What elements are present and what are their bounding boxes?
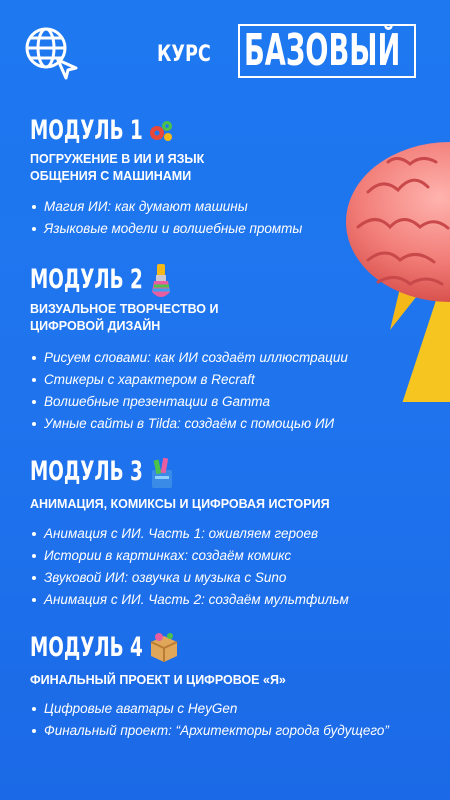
list-item: Рисуем словами: как ИИ создаёт иллюстрации — [30, 347, 348, 369]
module-4-title: МОДУЛЬ 4 — [30, 632, 143, 663]
course-label: КУРС — [157, 42, 211, 67]
module-3-subtitle: АНИМАЦИЯ, КОМИКСЫ И ЦИФРОВАЯ ИСТОРИЯ — [30, 497, 330, 511]
module-3-list — [30, 523, 349, 611]
list-item: Магия ИИ: как думают машины — [30, 196, 302, 218]
list-item: Умные сайты в Tilda: создаём с помощью ИИ — [30, 413, 348, 435]
list-item: Волшебные презентации в Gamma — [30, 391, 348, 413]
animation-tools-icon — [148, 456, 176, 490]
module-2-list — [30, 347, 348, 435]
list-item: Финальный проект: “Архитекторы города будущего” — [30, 720, 389, 742]
module-1-subtitle: ПОГРУЖЕНИЕ В ИИ И ЯЗЫК ОБЩЕНИЯ С МАШИНАМИ — [30, 152, 205, 183]
module-4-list — [30, 698, 389, 742]
gears-icon — [146, 116, 176, 146]
brain-lightning-icon — [338, 132, 450, 402]
level-badge — [238, 24, 416, 78]
box-robot-icon — [147, 630, 181, 664]
module-4-subtitle: ФИНАЛЬНЫЙ ПРОЕКТ И ЦИФРОВОЕ «Я» — [30, 673, 286, 687]
level-label: БАЗОВЫЙ — [244, 25, 401, 76]
list-item: Цифровые аватары с HeyGen — [30, 698, 389, 720]
list-item: Анимация с ИИ. Часть 2: создаём мультфильм — [30, 589, 349, 611]
globe-cursor-icon — [22, 24, 78, 80]
paintbrush-icon — [148, 262, 174, 300]
list-item: Звуковой ИИ: озвучка и музыка с Suno — [30, 567, 349, 589]
list-item: Языковые модели и волшебные промты — [30, 218, 302, 240]
module-3-title: МОДУЛЬ 3 — [30, 456, 143, 487]
list-item: Анимация с ИИ. Часть 1: оживляем героев — [30, 523, 349, 545]
module-1-list — [30, 196, 302, 240]
list-item: Стикеры с характером в Recraft — [30, 369, 348, 391]
module-2-title: МОДУЛЬ 2 — [30, 264, 143, 295]
module-2-subtitle: ВИЗУАЛЬНОЕ ТВОРЧЕСТВО И ЦИФРОВОЙ ДИЗАЙН — [30, 302, 219, 333]
module-1-title: МОДУЛЬ 1 — [30, 115, 143, 146]
list-item: Истории в картинках: создаём комикс — [30, 545, 349, 567]
